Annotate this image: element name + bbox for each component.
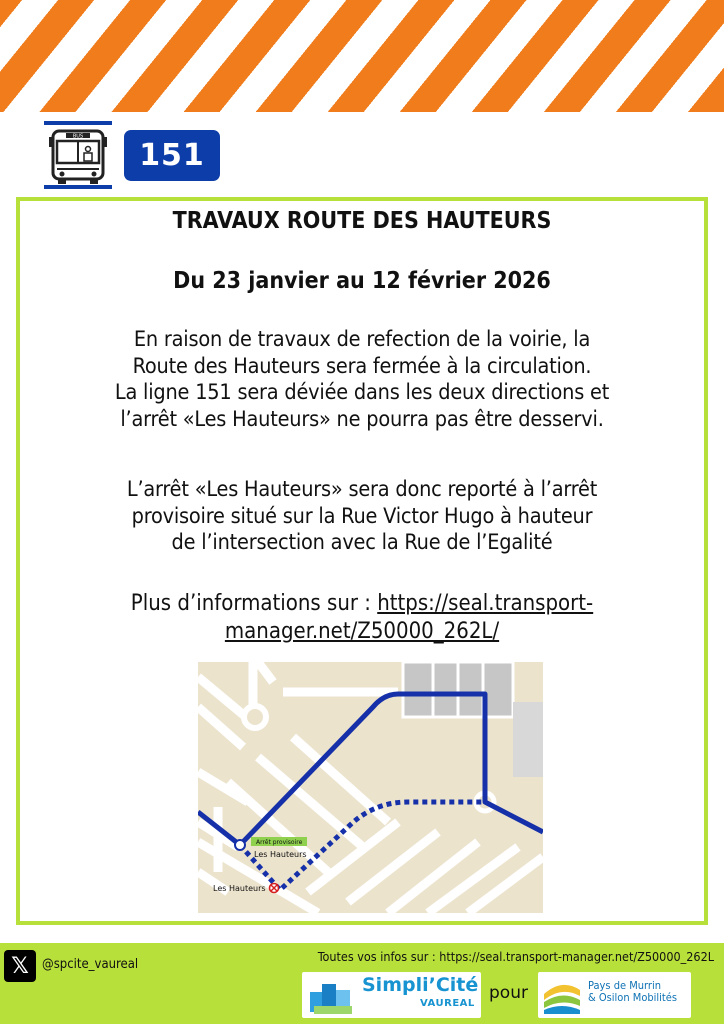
hazard-stripes-banner bbox=[0, 0, 724, 112]
paragraph-line: L’arrêt «Les Hauteurs» sera donc reporté à l’arrêt bbox=[126, 477, 598, 502]
map-buildings bbox=[403, 662, 513, 717]
notice-dates: Du 23 janvier au 12 février 2026 bbox=[173, 268, 551, 294]
pays-text bbox=[588, 980, 677, 1004]
simplicite-sub: VAUREAL bbox=[420, 998, 475, 1009]
temporary-stop-marker bbox=[235, 840, 245, 850]
paragraph-line: Route des Hauteurs sera fermée à la circulation. bbox=[132, 353, 592, 379]
closed-stop-name: Les Hauteurs bbox=[213, 884, 266, 893]
closed-stop-icon bbox=[270, 884, 279, 893]
pays-line-2: & Osilon Mobilités bbox=[588, 991, 678, 1004]
info-link-continued[interactable]: manager.net/Z50000_262L/ bbox=[224, 619, 500, 644]
building-block bbox=[513, 702, 543, 777]
line-number-badge: 151 bbox=[124, 130, 220, 181]
paragraph-line: provisoire situé sur la Rue Victor Hugo à hauteur bbox=[131, 503, 593, 529]
bus-icon bbox=[44, 121, 112, 189]
roundabout bbox=[244, 706, 266, 728]
social-handle[interactable]: @spcite_vaureal bbox=[42, 957, 139, 972]
bus-label: BUS bbox=[72, 133, 84, 140]
info-link[interactable]: https://seal.transport- bbox=[377, 591, 594, 616]
info-prefix: Plus d’informations sur : bbox=[130, 591, 378, 616]
temporary-stop-tag-label: Arrêt provisoire bbox=[256, 839, 303, 846]
x-logo-icon[interactable]: 𝕏 bbox=[4, 950, 36, 982]
paragraph-line: En raison de travaux de refection de la voirie, la bbox=[133, 327, 591, 352]
paragraph-line: de l’intersection avec la Rue de l’Egalité bbox=[171, 530, 553, 555]
notice-paragraph-1 bbox=[30, 327, 694, 433]
paragraph-line: La ligne 151 sera déviée dans les deux directions et bbox=[114, 380, 610, 405]
footer-info: Toutes vos infos sur : https://seal.transport-manager.net/Z50000_262L bbox=[317, 949, 714, 964]
simplicite-name: Simpli’Cité bbox=[362, 974, 479, 996]
pour-label: pour bbox=[489, 983, 528, 1003]
more-info bbox=[30, 590, 694, 646]
paragraph-line: l’arrêt «Les Hauteurs» ne pourra pas être desservi. bbox=[120, 406, 604, 432]
pays-line-1: Pays de Murrin bbox=[588, 979, 661, 992]
deviation-map bbox=[198, 662, 543, 913]
pays-mark-icon bbox=[540, 976, 585, 1016]
temporary-stop-name: Les Hauteurs bbox=[254, 850, 307, 859]
simplicite-mark-icon bbox=[306, 976, 356, 1016]
notice-title: TRAVAUX ROUTE DES HAUTEURS bbox=[172, 208, 552, 234]
notice-paragraph-2 bbox=[30, 477, 694, 557]
